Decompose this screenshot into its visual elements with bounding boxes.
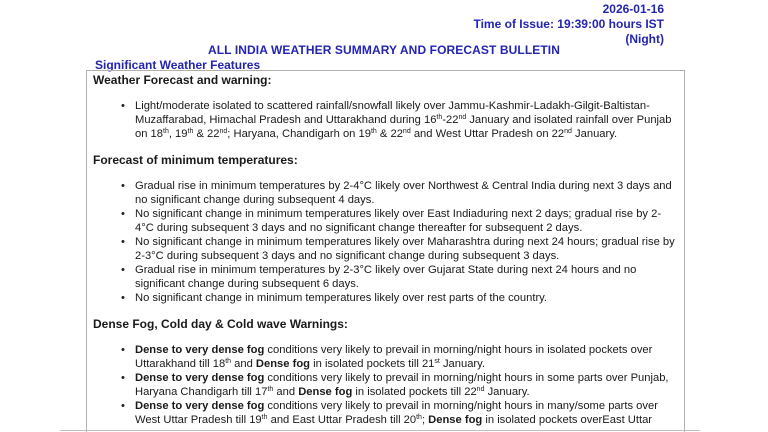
- list-item: • Gradual rise in minimum temperatures by 2-4°C likely over Northwest & Central India during next 3 days and no significant change during subsequent 4 days.: [121, 179, 678, 207]
- bullet-list: [121, 343, 678, 427]
- content-box: [86, 70, 685, 432]
- issue-time: Time of Issue: 19:39:00 hours IST: [473, 17, 664, 31]
- bullet-list: [121, 179, 678, 305]
- list-item: • No significant change in minimum temperatures likely over Maharashtra during next 24 hours; gradual rise by 2-3°C during subsequent 3 days and no significant change during subsequent 3 days.: [121, 235, 678, 263]
- issue-period: (Night): [625, 32, 664, 46]
- bulletin-title: ALL INDIA WEATHER SUMMARY AND FORECAST BULLETIN: [207, 43, 561, 57]
- list-item: • Dense to very dense fog conditions very likely to prevail in morning/night hours in some parts over Punjab, Haryana Chandigarh till 17th and Dense fog in isolated pockets till 22nd January.: [121, 371, 678, 399]
- bullet-list: [121, 99, 678, 141]
- issue-date: 2026-01-16: [602, 2, 664, 16]
- list-item: • Dense to very dense fog conditions very likely to prevail in morning/night hours in many/some parts over West Uttar Pradesh till 19th and East Uttar Pradesh till 20th; Dense fog in isolated pockets overEast Uttar: [121, 399, 678, 427]
- list-item: • No significant change in minimum temperatures likely over East Indiaduring next 2 days; gradual rise by 2-4°C during subsequent 3 days and no significant change thereafter for subsequent 2 days.: [121, 207, 678, 235]
- divider: [60, 430, 700, 431]
- list-item: • No significant change in minimum temperatures likely over rest parts of the country.: [121, 291, 678, 305]
- list-item: • Gradual rise in minimum temperatures by 2-3°C likely over Gujarat State during next 24 hours and no significant change during subsequent 6 days.: [121, 263, 678, 291]
- section-heading: Forecast of minimum temperatures:: [93, 153, 298, 167]
- issue-info: [473, 2, 664, 47]
- list-item: • Light/moderate isolated to scattered rainfall/snowfall likely over Jammu-Kashmir-Ladakh-Gilgit-Baltistan-Muzaffarabad, Himachal Pradesh and Uttarakhand during 16th-22nd January and isolated rainfall over Punjab on 18th, 19th & 22nd; Haryana, Chandigarh on 19th & 22nd and West Uttar Pradesh on 22nd January.: [121, 99, 678, 141]
- list-item: • Dense to very dense fog conditions very likely to prevail in morning/night hours in isolated pockets over Uttarakhand till 18th and Dense fog in isolated pockets till 21st January.: [121, 343, 678, 371]
- section-title: Significant Weather Features: [95, 58, 261, 72]
- section-heading: Dense Fog, Cold day & Cold wave Warnings:: [93, 317, 348, 331]
- section-heading: Weather Forecast and warning:: [93, 73, 272, 87]
